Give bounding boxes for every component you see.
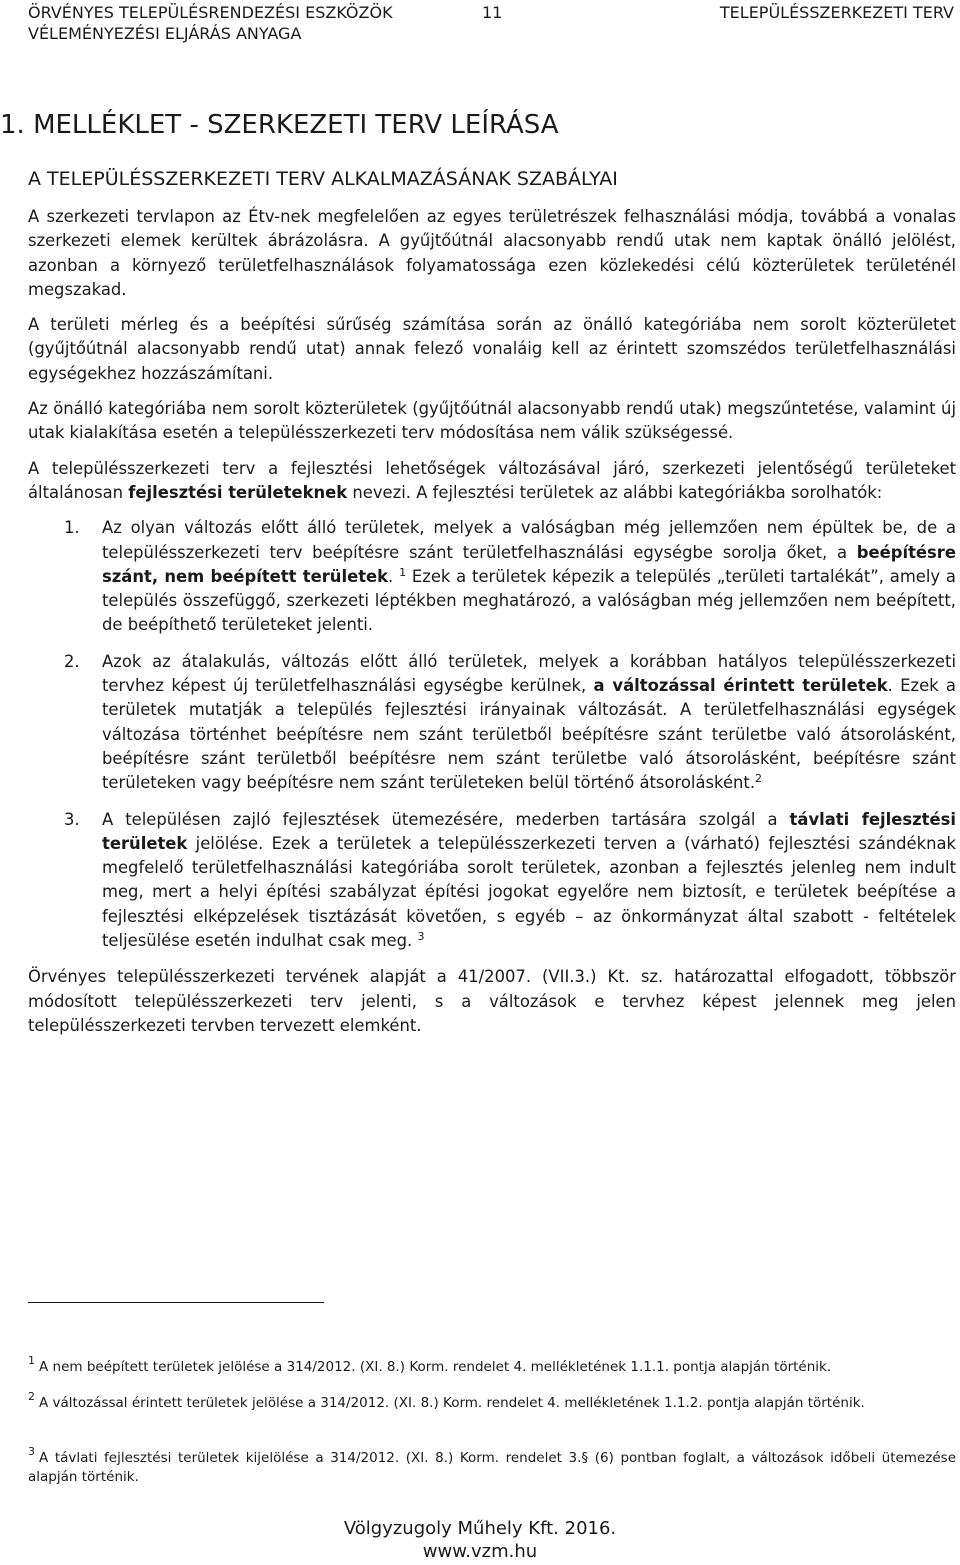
page-footer — [0, 1517, 960, 1563]
footer-company: Völgyzugoly Műhely Kft. 2016. — [343, 1518, 617, 1539]
list-number: 2. — [64, 651, 80, 671]
footnote-2: $^2$ A változással érintett területek jelölése a 314/2012. (XI. 8.) Korm. rendelet 4. mellékletének 1.1.2. pontja alapján történik. — [28, 1390, 865, 1411]
paragraph-3: Az önálló kategóriába nem sorolt közterületek (gyűjtőútnál alacsonyabb rendű utak) megszűntetése, valamint új utak kialakítása esetén a településszerkezeti terv módosítása nem válik szükségessé. — [28, 399, 956, 443]
footnote-number: 3 — [28, 1445, 35, 1458]
paragraph-5: Örvényes településszerkezeti tervének alapját a 41/2007. (VII.3.) Kt. sz. határozattal elfogadott, többször módosított településszerkezeti terv jelenti, s a változások e tervhez képest jelennek meg jelen településszerkezeti tervben tervezett elemként. — [28, 967, 956, 1035]
paragraph-4: A településszerkezeti terv a fejlesztési lehetőségek változásával járó, szerkezeti jelentőségű területeket általánosan fejlesztési területeknek nevezi. A fejlesztési területek az alábbi kategóriákba sorolhatók: — [28, 458, 956, 502]
bold-term: a változással érintett területek — [593, 676, 888, 696]
header-plan-title: TELEPÜLÉSSZERKEZETI TERV — [719, 3, 954, 22]
paragraph-1: A szerkezeti tervlapon az Étv-nek megfelelően az egyes területrészek felhasználási módja, továbbá a vonalas szerkezeti elemek kerültek ábrázolásra. A gyűjtőútnál alacsonyabb rendű utak nem kaptak önálló jelölést, azonban a környező területfelhasználások folyamatossága ezen közlekedési célú közterületek területénél megszakad. — [28, 207, 956, 299]
annex-title: 1. MELLÉKLET - SZERKEZETI TERV LEÍRÁSA — [0, 110, 559, 140]
footnote-ref: 3 — [417, 930, 425, 944]
footnote-number: 2 — [28, 1390, 35, 1403]
list-number: 1. — [64, 518, 80, 538]
list-number: 3. — [64, 809, 80, 829]
paragraph-2: A területi mérleg és a beépítési sűrűség számítása során az önálló kategóriába nem sorolt közterületet (gyűjtőútnál alacsonyabb rendű utat) annak felező vonaláig kell az érintett szomszédos területfelhasználási egységekhez hozzászámítani. — [28, 315, 956, 383]
development-area-list — [28, 516, 956, 953]
list-item: 2. Azok az átalakulás, változás előtt álló területek, melyek a korábban hatályos településszerkezeti tervhez képest új területfelhasználási egységbe kerülnek, a változással érintett területek. Ezek a területek mutatják a település fejlesztési irányainak változását. A területfelhasználási egységek változása történhet beépítésre nem szánt területből beépítésre szánt területbe való átsorolásként, beépítésre szánt területből beépítésre nem szánt területbe való átsorolásként, beépítésre szánt területeken vagy beépítésre nem szánt területeken belül történő átsorolásként.$^2$ — [64, 651, 956, 793]
footnote-1: $^1$ A nem beépített területek jelölése a 314/2012. (XI. 8.) Korm. rendelet 4. mellékletének 1.1.1. pontja alapján történik. — [28, 1354, 832, 1375]
footnote-separator — [28, 1302, 324, 1303]
bold-term: távlati fejlesztési területek — [102, 809, 957, 853]
header-doc-title: ÖRVÉNYES TELEPÜLÉSRENDEZÉSI ESZKÖZÖK — [28, 3, 393, 22]
footnote-number: 1 — [28, 1354, 35, 1367]
footnote-ref: 2 — [755, 772, 763, 786]
list-item: 3. A településen zajló fejlesztések ütemezésére, mederben tartására szolgál a távlati fejlesztési területek jelölése. Ezek a területek a településszerkezeti terven a (várható) fejlesztési szándéknak megfelelő területfelhasználási kategóriába sorolt területek, azonban a fejlesztés jelenleg nem indult meg, mert a helyi építési szabályzat építési jogokat egyelőre nem biztosít, e területek beépítése a fejlesztési elképzelések tisztázását követően, s egyéb – az önkormányzat által szabott - feltételek teljesülése esetén indulhat csak meg. $^3$ — [64, 809, 957, 951]
bold-term: beépítésre szánt, nem beépített területek — [102, 542, 956, 586]
body-text — [28, 205, 956, 1049]
footnote-3: $^3$ A távlati fejlesztési területek kijelölése a 314/2012. (XI. 8.) Korm. rendelet 3.§ (6) pontban foglalt, a változások időbeli ütemezése alapján történik. — [28, 1445, 956, 1485]
list-item: 1. Az olyan változás előtt álló területek, melyek a valóságban még jellemzően nem épültek be, de a településszerkezeti terv beépítésre szánt területfelhasználási egységbe sorolja őket, a beépítésre szánt, nem beépített területek. $^1$ Ezek a területek képezik a település „területi tartalékát”, amely a település összefüggő, szerkezeti léptékben meghatározó, a valóságban még jellemzően nem beépített, de beépíthető területeket jelenti. — [64, 518, 956, 635]
bold-term: fejlesztési területeknek — [128, 482, 348, 502]
section-subtitle: A TELEPÜLÉSSZERKEZETI TERV ALKALMAZÁSÁNAK SZABÁLYAI — [28, 168, 618, 190]
header-procedure: VÉLEMÉNYEZÉSI ELJÁRÁS ANYAGA — [28, 24, 302, 43]
page-header — [28, 2, 954, 44]
footnote-ref: 1 — [399, 565, 407, 579]
footer-website: www.vzm.hu — [422, 1541, 538, 1562]
page-number: 11 — [482, 3, 503, 22]
